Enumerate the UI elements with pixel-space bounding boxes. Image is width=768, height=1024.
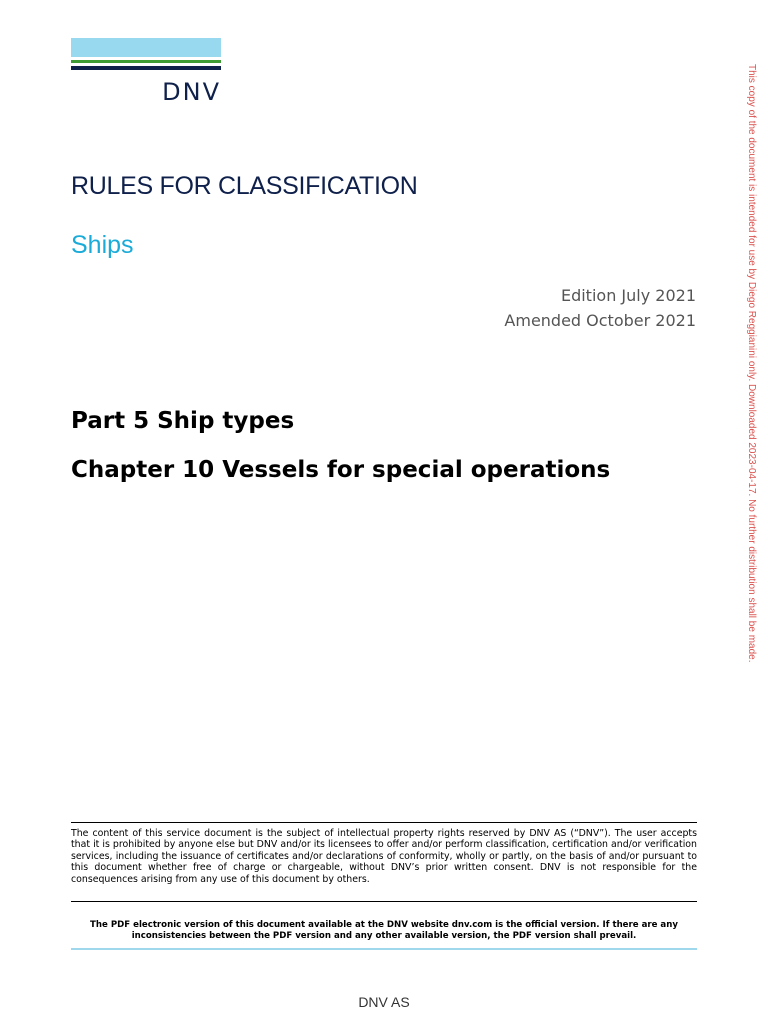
edition-info (504, 283, 696, 333)
distribution-watermark (744, 64, 758, 684)
legal-notice: The content of this service document is the subject of intellectual property rights reserved by DNV AS (“DNV”). The user accepts that it is prohibited by anyone else but DNV and/or its licensees to offer and/or perform classification, certification and/or verification services, including the issuance of certificates and/or declarations of conformity, wholly or partly, on the basis of and/or pursuant to this document whether free of charge or chargeable, without DNV’s prior written consent. DNV is not responsible for the consequences arising from any use of this document by others. (71, 828, 697, 885)
logo-navy-bar (71, 66, 221, 70)
document-type: RULES FOR CLASSIFICATION (71, 172, 418, 200)
footer-publisher: DNV AS (358, 994, 410, 1010)
edition-date: Edition July 2021 (560, 286, 696, 305)
chapter-title: Chapter 10 Vessels for special operations (71, 457, 611, 483)
legal-divider-top (71, 822, 697, 823)
logo-light-blue-bar (71, 38, 221, 57)
legal-divider-bottom (71, 948, 697, 950)
logo-wordmark: DNV (162, 78, 221, 106)
official-version-notice: The PDF electronic version of this document available at the DNV website dnv.com is the official version. If there are any inconsistencies between the PDF version and any other available version, the PDF version shall prevail. (90, 920, 678, 941)
logo-green-bar (71, 60, 221, 63)
document-subject: Ships (71, 231, 134, 259)
watermark-text: This copy of the document is intended for use by Diego Reggianini only. Downloaded 2023-04-17. No further distribution shall be made. (746, 64, 757, 663)
dnv-logo (71, 38, 221, 108)
amended-date: Amended October 2021 (504, 311, 696, 330)
part-title: Part 5 Ship types (71, 408, 295, 434)
legal-divider-middle (71, 901, 697, 902)
